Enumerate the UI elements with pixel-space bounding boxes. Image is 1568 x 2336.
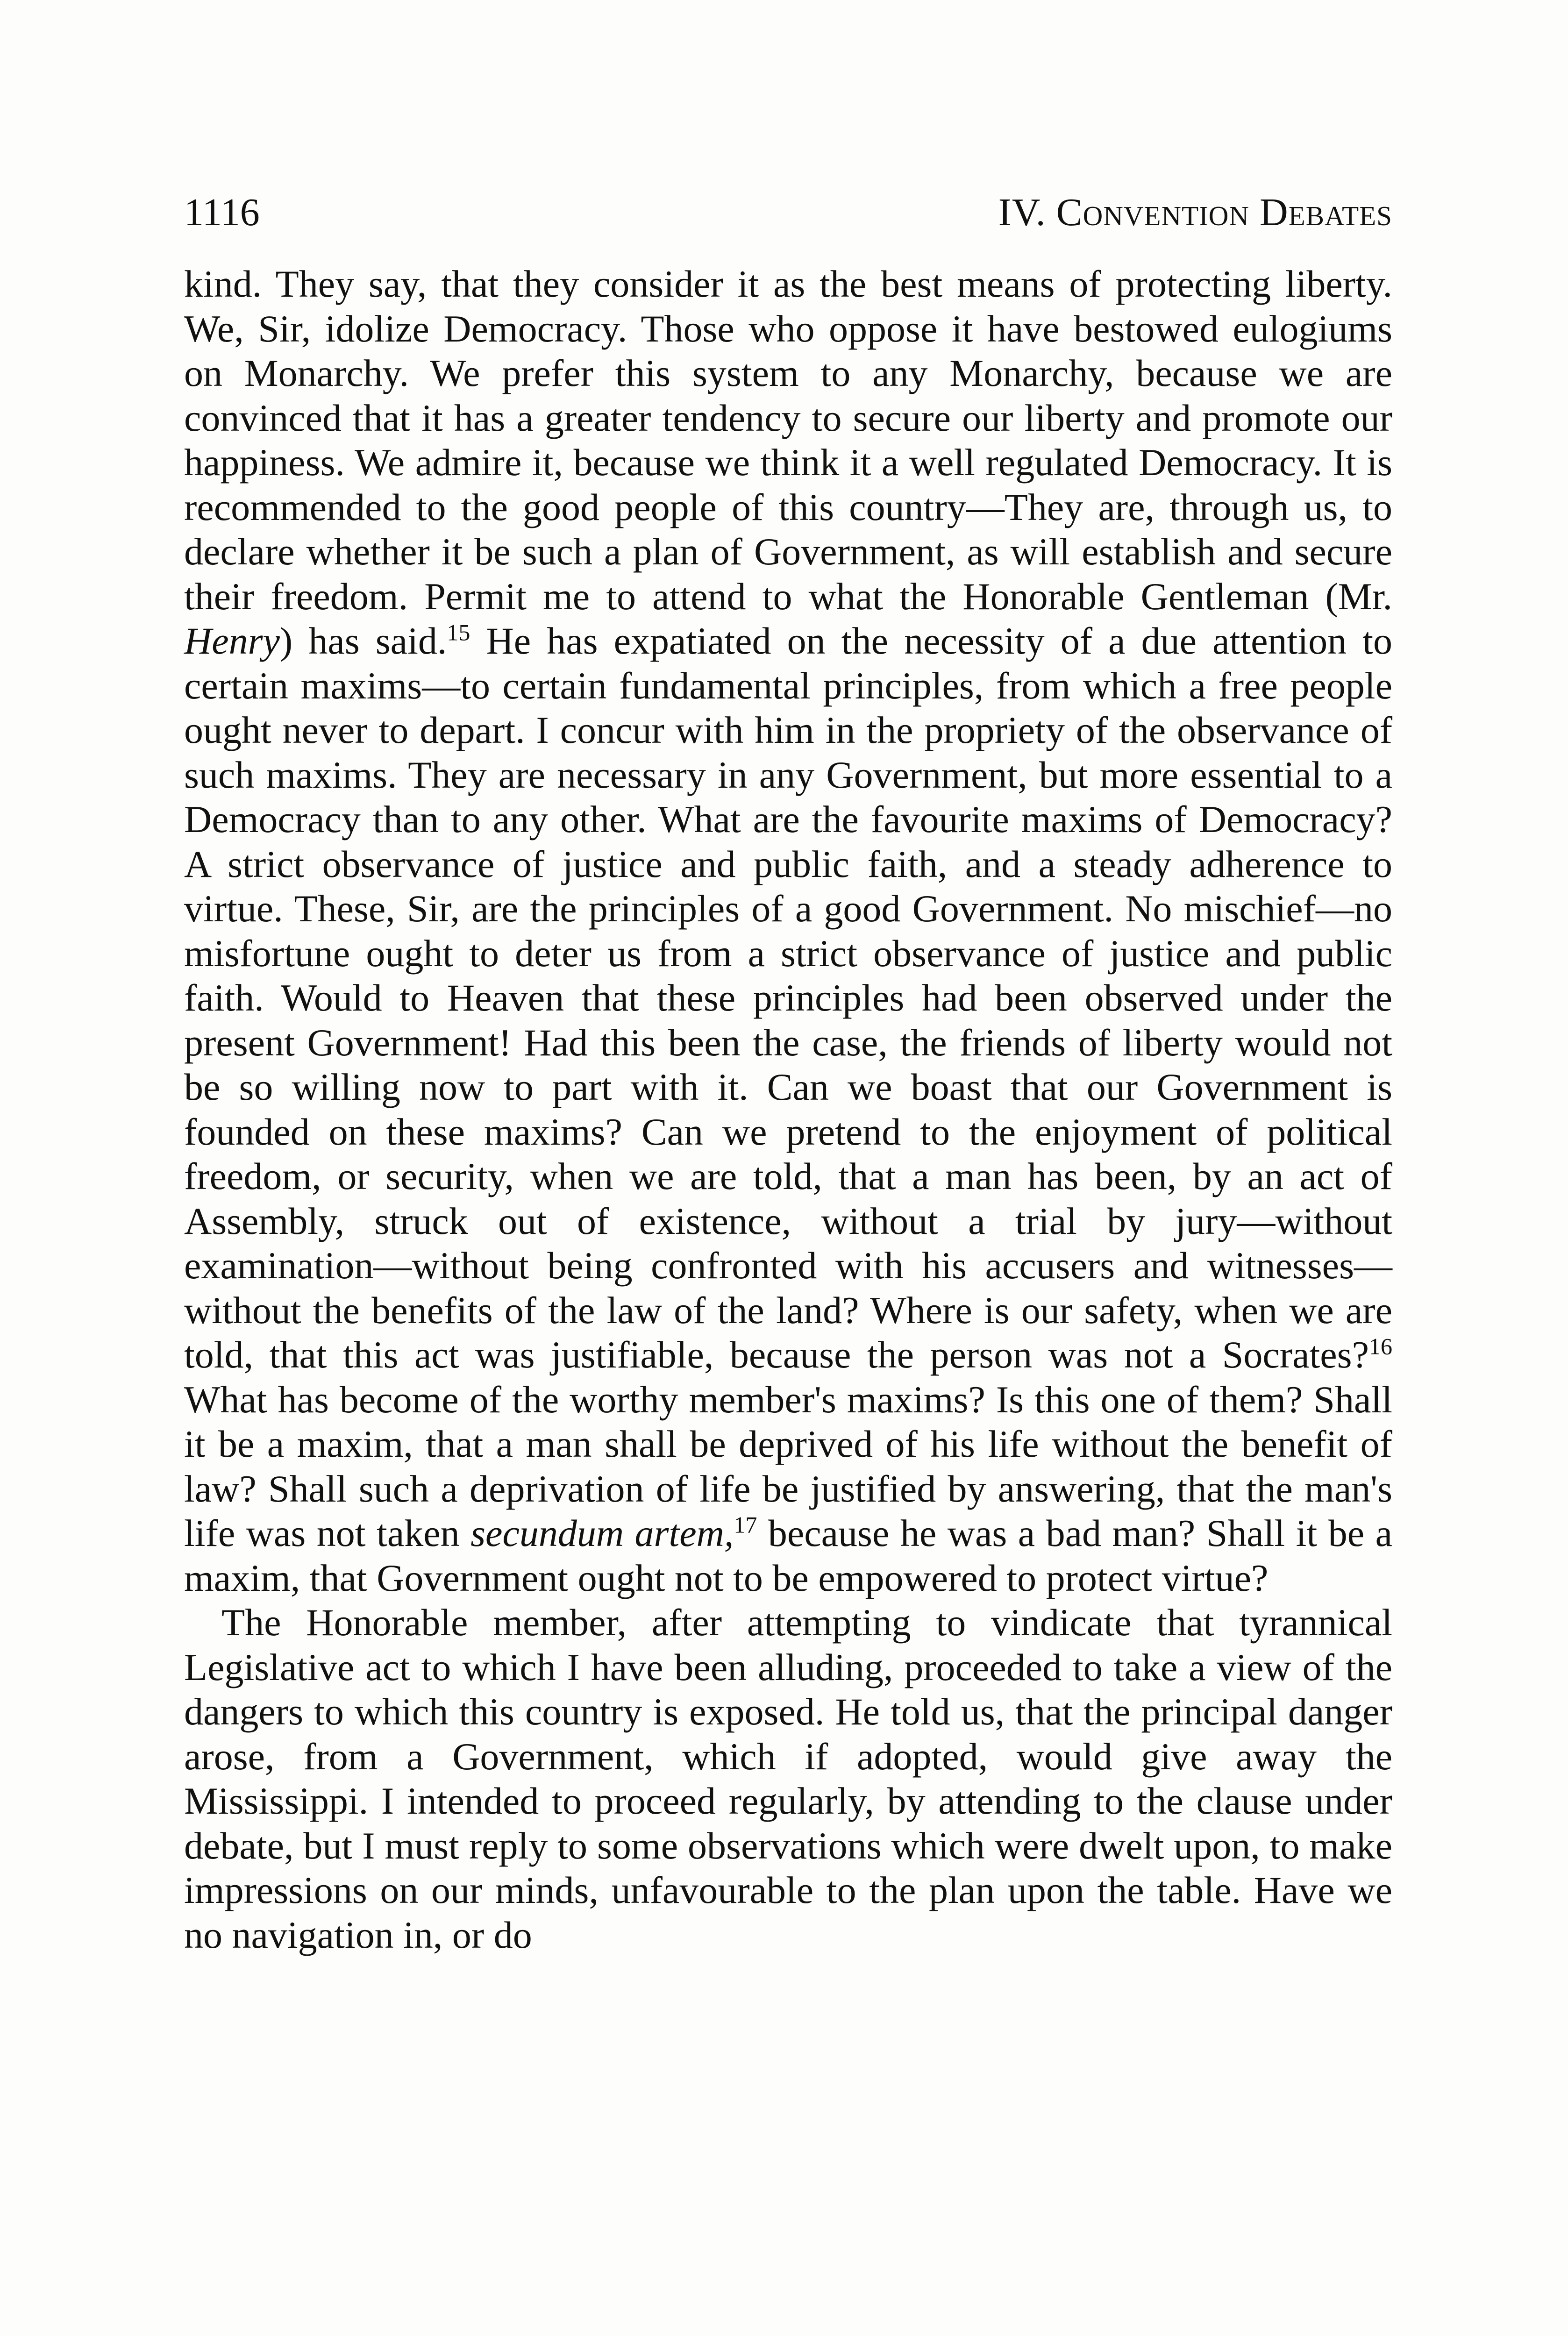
- body-text: [184, 262, 1392, 1957]
- footnote-ref-17[interactable]: 17: [734, 1511, 757, 1538]
- footnote-ref-15[interactable]: 15: [447, 619, 470, 646]
- paragraph-1: [184, 262, 1392, 1600]
- paragraph-1-text-d: What has become of the worthy member's maxims? Is this one of them? Shall it be a maxim, that a man shall be deprived of his life without the benefit of law? Shall such a deprivation of life be justified by answering, that the man's life was not taken: [184, 1378, 1392, 1554]
- latin-phrase: secundum artem,: [470, 1512, 734, 1554]
- section-heading: [998, 187, 1392, 238]
- paragraph-1-text-e: because he was a bad man? Shall it be a maxim, that Government ought not to be empowered to protect virtue?: [184, 1512, 1393, 1599]
- paragraph-1-text-c: He has expatiated on the necessity of a due attention to certain maxims—to certain fundamental principles, from which a free people ought never to depart. I concur with him in the propriety of the observance of such maxims. They are necessary in any Government, but more essential to a Democracy than to any other. What are the favourite maxims of Democracy? A strict observance of justice and public faith, and a steady adherence to virtue. These, Sir, are the principles of a good Government. No mischief—no misfortune ought to deter us from a strict observance of justice and public faith. Would to Heaven that these principles had been observed under the present Government! Had this been the case, the friends of liberty would not be so willing now to part with it. Can we boast that our Government is founded on these maxims? Can we pretend to the enjoyment of political freedom, or security, when we are told, that a man has been, by an act of Assembly, struck out of existence, without a trial by jury—without examination—without being confronted with his accusers and witnesses—without the benefits of the law of the land? Where is our safety, when we are told, that this act was justifiable, because the person was not a Socrates?: [184, 620, 1393, 1376]
- section-title: Convention Debates: [1056, 191, 1392, 234]
- paragraph-1-text-b: ) has said.: [279, 620, 447, 662]
- page-number: 1116: [184, 191, 260, 234]
- name-henry: Henry: [184, 620, 280, 662]
- running-head: [184, 187, 1392, 238]
- footnote-ref-16[interactable]: 16: [1369, 1333, 1392, 1360]
- paragraph-1-text-a: kind. They say, that they consider it as the best means of protecting liberty. We, Sir, idolize Democracy. Those who oppose it have bestowed eulogiums on Monarchy. We prefer this system to any Monarchy, because we are convinced that it has a greater tendency to secure our liberty and promote our happiness. We admire it, because we think it a well regulated Democracy. It is recommended to the good people of this country—They are, through us, to declare whether it be such a plan of Government, as will establish and secure their freedom. Permit me to attend to what the Honorable Gentleman (Mr.: [184, 263, 1392, 618]
- section-roman-numeral: IV.: [998, 191, 1046, 234]
- paragraph-2: The Honorable member, after attempting to vindicate that tyrannical Legislative act to which I have been alluding, proceeded to take a view of the dangers to which this country is exposed. He told us, that the principal danger arose, from a Government, which if adopted, would give away the Mississippi. I intended to proceed regularly, by attending to the clause under debate, but I must reply to some observations which were dwelt upon, to make impressions on our minds, unfavourable to the plan upon the table. Have we no navigation in, or do: [184, 1601, 1392, 1956]
